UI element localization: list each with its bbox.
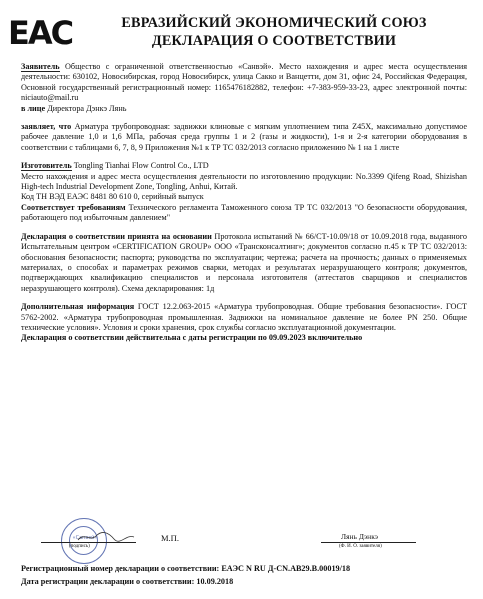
applicant-text: Общество с ограниченной ответственностью «Санвэй». Место нахождения и адрес места осуществления деятельности: 630102, Новосибирская, город Новосибирск, улица Сакко и Ванцетти, дом 31, офис 24, Российская Федерация, Основной государственный регистрационный номер: 1165476182882, телефон: +7-383-959-33-23, адрес электронной почты: niciauto@mail.ru	[21, 62, 467, 103]
declares-label: заявляет, что	[21, 122, 72, 132]
person-label: в лице	[21, 103, 46, 113]
registration-footer	[21, 563, 467, 588]
seal-text: «Санвэй»	[72, 535, 98, 541]
applicant-name: Лянь Дэнкэ	[341, 532, 378, 541]
additional-section	[21, 302, 467, 333]
validity-section	[21, 333, 467, 343]
signature-line	[41, 542, 136, 543]
conformity-label: Соответствует требованиям	[21, 202, 126, 212]
applicant-section	[21, 62, 467, 104]
person-text: Директора Дэнкэ Лянь	[45, 103, 127, 113]
document-body	[21, 62, 467, 344]
union-title: ЕВРАЗИЙСКИЙ ЭКОНОМИЧЕСКИЙ СОЮЗ	[121, 15, 427, 31]
declares-section	[21, 122, 467, 153]
applicant-label: Заявитель	[21, 62, 60, 71]
conformity-section	[21, 203, 467, 224]
manufacturer-text: Tongling Tianhai Flow Control Co., LTD	[71, 161, 209, 171]
validity-text: Декларация о соответствии действительна с даты регистрации по 09.09.2023 включительно	[21, 333, 363, 343]
stamp-place-label: М.П.	[161, 533, 179, 543]
declares-text: Арматура трубопроводная: задвижки клиновые с мягким уплотнением типа Z45X, максимально допустимое рабочее давление 1,0 и 1,6 МПа, рабочая среда группы 1 и 2 (газы и жидкости), 1-я и 2-я категории оборудования в соответствии с таблицами 6, 7, 8, 9 Приложения №1 к ТР ТС 032/2013 согласно приложению № 1 на 1 листе	[21, 122, 467, 152]
basis-label: Декларация о соответствии принята на основании	[21, 231, 212, 241]
document-titles	[74, 14, 474, 50]
signature-caption: (подпись)	[69, 544, 90, 549]
document-header	[7, 12, 474, 58]
additional-text: ГОСТ 12.2.063-2015 «Арматура трубопроводная. Общие требования безопасности». ГОСТ 5762-2002. «Арматура трубопроводная промышленная. Задвижки на номинальное давление не более PN 250. Общие технические условия». Условия и сроки хранения, срок службы согласно эксплуатационной документации.	[21, 302, 467, 332]
applicant-person	[21, 104, 467, 114]
basis-text: Протокола испытаний № 66/СТ-10.09/18 от 10.09.2018 года, выданного Испытательным центром «CERTIFICATION GROUP» ООО «Трансконсалтинг»; документов согласно п.45 к ТР ТС 032/2013: обоснования безопасности; паспорта; руководства по эксплуатации; чертежа; расчета на прочность; данных о применяемых материалах, о способах и параметрах режимов сварки, методах и результатах неразрушающего контроля; документов, подтверждающих квалификацию специалистов и персонала изготовителя (аттестатов сварщиков и специалистов неразрушающего контроля). Схема декларирования: 1д	[21, 231, 468, 293]
additional-label: Дополнительная информация	[21, 302, 135, 312]
manufacturer-label: Изготовитель	[21, 161, 72, 171]
manufacturer-address: Место нахождения и адрес места осуществления деятельности по изготовлению продукции: No.3399 Qifeng Road, Shizishan High-tech Industrial Development Zone, Tongling, Anhui, Китай.	[21, 171, 467, 192]
name-caption: (Ф. И. О. заявителя)	[339, 544, 382, 549]
registration-date: Дата регистрации декларации о соответствии: 10.09.2018	[21, 576, 234, 586]
conformity-text: Технического регламента Таможенного союза ТР ТС 032/2013 "О безопасности оборудования, работающего под избыточным давлением"	[21, 202, 467, 223]
name-line	[321, 542, 416, 543]
registration-number: Регистрационный номер декларации о соответствии: ЕАЭС N RU Д-CN.АВ29.В.00019/18	[21, 564, 351, 573]
declaration-title: ДЕКЛАРАЦИЯ О СООТВЕТСТВИИ	[151, 33, 397, 49]
basis-section	[21, 232, 467, 294]
signature-row	[21, 530, 467, 558]
eac-logo: EAC	[7, 14, 73, 52]
product-code: Код ТН ВЭД ЕАЭС 8481 80 610 0, серийный выпуск	[21, 192, 204, 202]
manufacturer-section	[21, 161, 467, 171]
